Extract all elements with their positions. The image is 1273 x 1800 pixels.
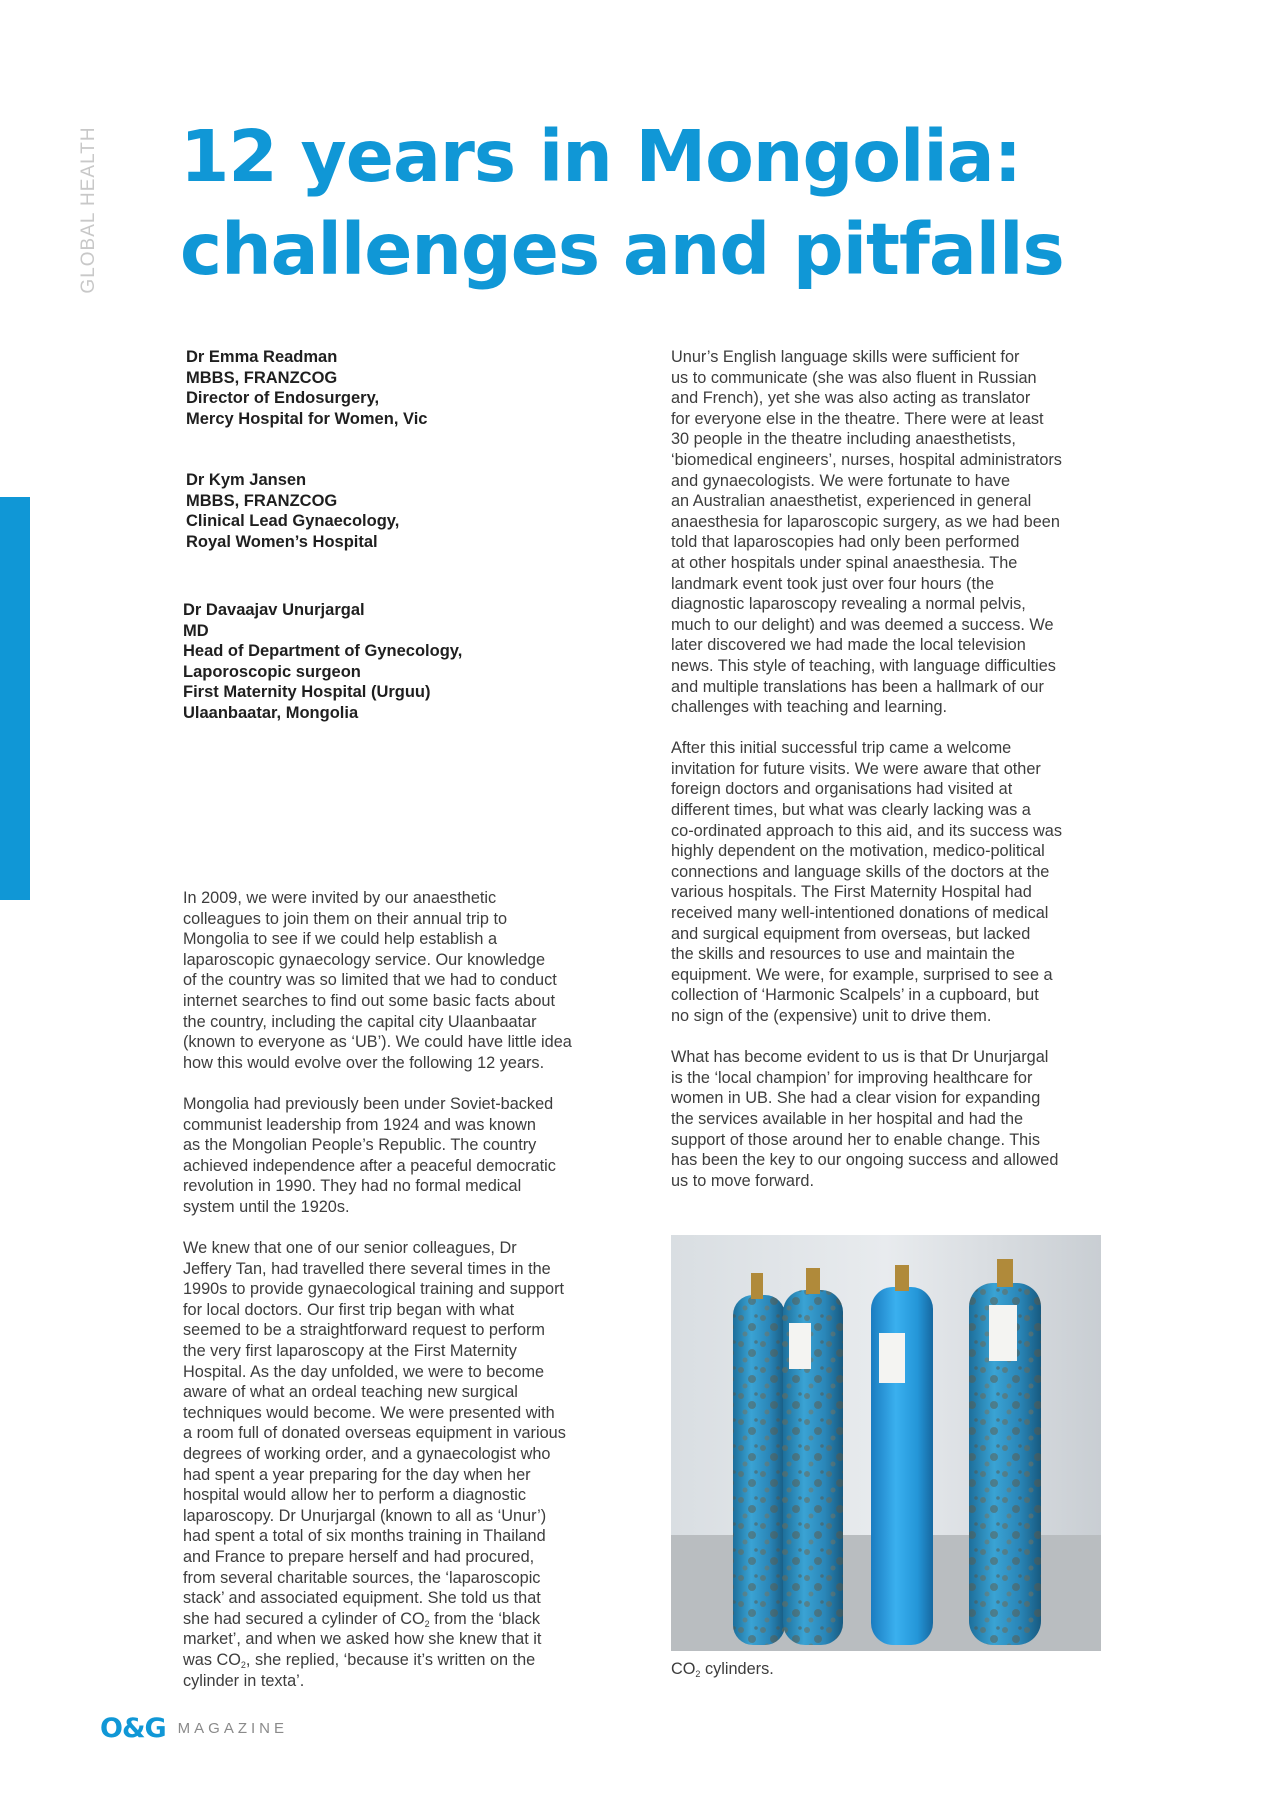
text-line: We knew that one of our senior colleagues, Dr (183, 1239, 517, 1258)
text-line: how this would evolve over the following 12 years. (183, 1053, 545, 1072)
text-line: no sign of the (expensive) unit to drive them. (671, 1007, 992, 1025)
text-line: highly dependent on the motivation, medico-political (671, 842, 1045, 861)
text-line: equipment. We were, for example, surprised to see a (671, 965, 1053, 984)
author-line: MBBS, FRANZCOG (186, 491, 338, 510)
text-line: aware of what an ordeal teaching new surgical (183, 1383, 518, 1402)
text-line: the services available in her hospital and had the (671, 1109, 1024, 1128)
text-line: much to our delight) and was deemed a success. We (671, 615, 1054, 634)
text-line: anaesthesia for laparoscopic surgery, as we had been (671, 512, 1060, 531)
og-logo: O&G (100, 1712, 166, 1744)
author-line: Ulaanbaatar, Mongolia (183, 703, 359, 722)
text-line: had spent a total of six months training in Thailand (183, 1527, 546, 1546)
text-line: collection of ‘Harmonic Scalpels’ in a cupboard, but (671, 986, 1039, 1005)
text-line: and gynaecologists. We were fortunate to have (671, 471, 1011, 490)
text-line: Hospital. As the day unfolded, we were to become (183, 1362, 545, 1381)
paragraph (183, 1094, 572, 1218)
text-line: laparoscopic gynaecology service. Our knowledge (183, 950, 546, 969)
text-line: Mongolia to see if we could help establish a (183, 930, 498, 949)
text-line: and surgical equipment from overseas, but lacked (671, 924, 1031, 943)
text-line: What has become evident to us is that Dr Unurjargal (671, 1048, 1049, 1067)
title-line: challenges and pitfalls (180, 208, 1064, 291)
text-line: as the Mongolian People’s Republic. The country (183, 1136, 537, 1155)
title-line: 12 years in Mongolia: (180, 115, 1022, 198)
author-line: MD (183, 621, 209, 640)
text-line: and French), yet she was also acting as translator (671, 389, 1031, 408)
text-line: received many well-intentioned donations of medical (671, 904, 1049, 923)
text-line: Unur’s English language skills were sufficient for (671, 348, 1020, 366)
author-name: Dr Davaajav Unurjargal (183, 601, 365, 619)
author-line: Clinical Lead Gynaecology, (186, 512, 400, 531)
text-line: different times, but what was clearly lacking was a (671, 801, 1031, 820)
text-line: (known to everyone as ‘UB’). We could have little idea (183, 1033, 572, 1052)
text-line: has been the key to our ongoing success and allowed (671, 1151, 1059, 1170)
text-line: communist leadership from 1924 and was known (183, 1115, 536, 1134)
text-line: later discovered we had made the local television (671, 636, 1026, 655)
text-line: the country, including the capital city Ulaanbaatar (183, 1012, 537, 1031)
article-title (180, 110, 1220, 296)
author-line: Laporoscopic surgeon (183, 662, 361, 681)
author-block-jansen (186, 470, 399, 552)
text-line: challenges with teaching and learning. (671, 698, 948, 717)
text-line: the skills and resources to use and maintain the (671, 945, 1015, 964)
author-line: Director of Endosurgery, (186, 389, 380, 408)
text-line: laparoscopy. Dr Unurjargal (known to all as ‘Unur’) (183, 1506, 547, 1525)
author-name: Dr Kym Jansen (186, 471, 307, 489)
text-line: and multiple translations has been a hallmark of our (671, 677, 1044, 696)
right-column (671, 347, 1062, 1212)
text-line: ‘biomedical engineers’, nurses, hospital administrators (671, 450, 1062, 469)
text-line: connections and language skills of the doctors at the (671, 862, 1050, 881)
text-line: is the ‘local champion’ for improving healthcare for (671, 1068, 1033, 1087)
text-line: market’, and when we asked how she knew that it (183, 1630, 542, 1649)
text-line: news. This style of teaching, with language difficulties (671, 656, 1056, 675)
author-line: MBBS, FRANZCOG (186, 368, 338, 387)
text-line: system until the 1920s. (183, 1197, 350, 1216)
text-line: invitation for future visits. We were aware that other (671, 759, 1041, 778)
co2-cylinders-photo (671, 1235, 1101, 1651)
author-name: Dr Emma Readman (186, 348, 338, 366)
text-line: landmark event took just over four hours (the (671, 574, 995, 593)
text-line: co-ordinated approach to this aid, and its success was (671, 821, 1062, 840)
text-line: stack’ and associated equipment. She told us that (183, 1589, 541, 1608)
text-line: seemed to be a straightforward request to perform (183, 1321, 545, 1340)
text-line: of the country was so limited that we had to conduct (183, 971, 557, 990)
author-line: Mercy Hospital for Women, Vic (186, 409, 428, 428)
text-fragment: she had secured a cylinder of CO (183, 1609, 425, 1628)
subscript: 2 (424, 1618, 430, 1629)
text-line: revolution in 1990. They had no formal medical (183, 1177, 522, 1196)
subscript: 2 (695, 1669, 701, 1679)
text-line: us to move forward. (671, 1171, 814, 1190)
section-label (74, 122, 104, 297)
text-line: support of those around her to enable change. This (671, 1130, 1040, 1149)
text-line: had spent a year preparing for the day when her (183, 1465, 531, 1484)
text-fragment: was CO (183, 1650, 241, 1669)
text-line (183, 1609, 572, 1630)
text-line: us to communicate (she was also fluent in Russian (671, 368, 1037, 387)
paragraph (671, 347, 1062, 718)
caption-text: cylinders. (700, 1660, 774, 1678)
text-line: for local doctors. Our first trip began with what (183, 1300, 515, 1319)
text-line: a room full of donated overseas equipment in various (183, 1424, 566, 1443)
text-fragment: from the ‘black (429, 1609, 541, 1628)
section-label-text: GLOBAL HEALTH (78, 125, 99, 294)
text-line: diagnostic laparoscopy revealing a normal pelvis, (671, 595, 1026, 614)
text-line: internet searches to find out some basic facts about (183, 991, 555, 1010)
text-line: hospital would allow her to perform a diagnostic (183, 1486, 526, 1505)
author-block-unurjargal (183, 600, 462, 724)
text-line: techniques would become. We were presented with (183, 1403, 555, 1422)
author-block-readman (186, 347, 427, 429)
paragraph (671, 1047, 1062, 1191)
text-line: achieved independence after a peaceful democratic (183, 1156, 556, 1175)
text-line: at other hospitals under spinal anaesthesia. The (671, 553, 1018, 572)
text-line: various hospitals. The First Maternity Hospital had (671, 883, 1032, 902)
subscript: 2 (240, 1659, 246, 1670)
text-line: women in UB. She had a clear vision for expanding (671, 1089, 1041, 1108)
text-line: from several charitable sources, the ‘laparoscopic (183, 1568, 541, 1587)
magazine-label: MAGAZINE (177, 1719, 289, 1737)
text-line: told that laparoscopies had only been performed (671, 533, 1020, 552)
author-line: Head of Department of Gynecology, (183, 642, 463, 661)
text-line: Jeffery Tan, had travelled there several times in the (183, 1259, 551, 1278)
footer (100, 1713, 288, 1743)
text-line: 30 people in the theatre including anaesthetists, (671, 430, 1016, 449)
accent-side-bar (0, 497, 30, 900)
photo-caption (671, 1660, 774, 1679)
text-line: After this initial successful trip came a welcome (671, 739, 1012, 758)
text-line: colleagues to join them on their annual trip to (183, 909, 508, 928)
text-line: for everyone else in the theatre. There were at least (671, 409, 1044, 428)
text-line: an Australian anaesthetist, experienced in general (671, 492, 1032, 511)
text-line: and France to prepare herself and had procured, (183, 1548, 535, 1566)
text-line: cylinder in texta’. (183, 1671, 305, 1690)
left-column (183, 888, 572, 1712)
author-line: Royal Women’s Hospital (186, 532, 378, 551)
text-line: degrees of working order, and a gynaecologist who (183, 1445, 551, 1464)
paragraph (183, 888, 572, 1073)
caption-text: CO (671, 1660, 696, 1678)
text-line (183, 1650, 572, 1671)
text-line: foreign doctors and organisations had visited at (671, 780, 1013, 799)
text-fragment: , she replied, ‘because it’s written on the (245, 1650, 536, 1669)
paragraph (183, 1238, 572, 1691)
paragraph (671, 738, 1062, 1026)
text-line: In 2009, we were invited by our anaesthetic (183, 889, 497, 907)
author-line: First Maternity Hospital (Urguu) (183, 683, 431, 702)
text-line: 1990s to provide gynaecological training and support (183, 1280, 565, 1299)
text-line: Mongolia had previously been under Soviet-backed (183, 1094, 554, 1113)
text-line: the very first laparoscopy at the First Maternity (183, 1342, 517, 1361)
